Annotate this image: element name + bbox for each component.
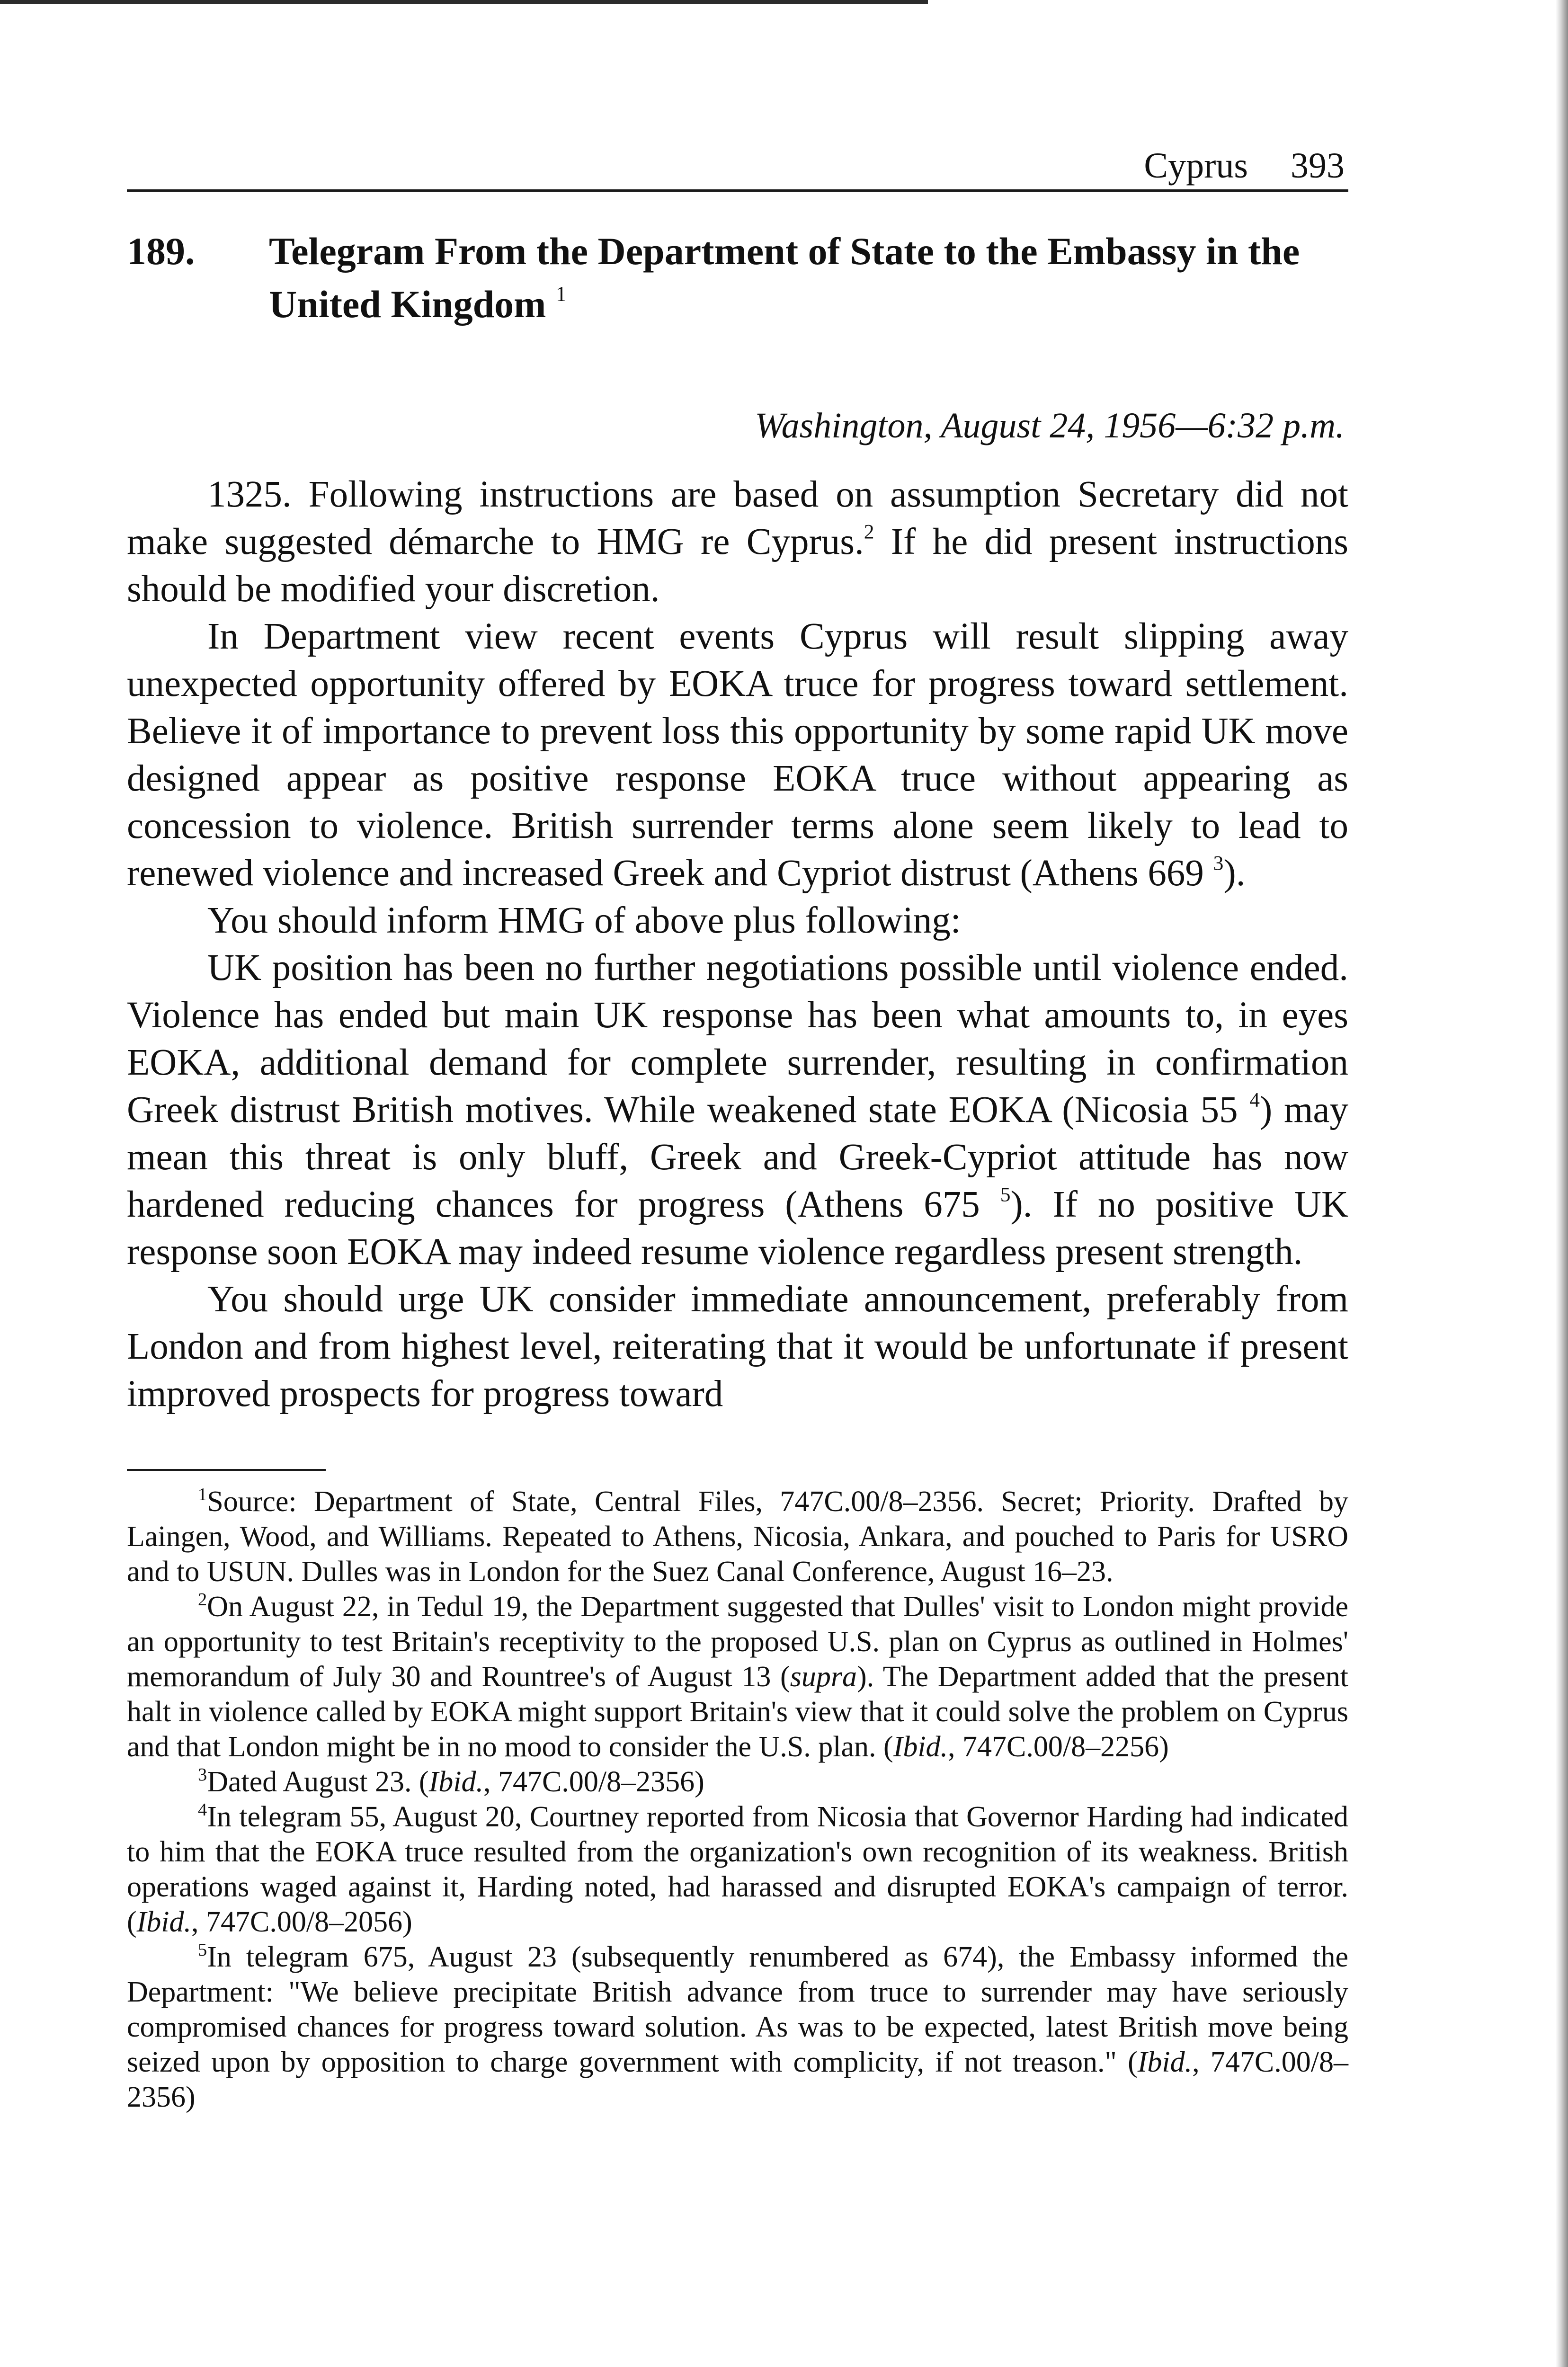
footnotes bbox=[127, 1484, 1348, 2115]
footnote-2-marker: 2 bbox=[198, 1589, 207, 1610]
footnote-ref-4[interactable]: 4 bbox=[1249, 1088, 1260, 1112]
footnote-5-italic: Ibid. bbox=[1137, 2046, 1193, 2078]
paragraph-3: You should inform HMG of above plus following: bbox=[207, 900, 961, 941]
footnote-4 bbox=[127, 1799, 1348, 1940]
dateline: Washington, August 24, 1956—6:32 p.m. bbox=[755, 406, 1345, 445]
scan-edge-top bbox=[0, 0, 928, 4]
paragraph-5: You should urge UK consider immediate announcement, preferably from London and from highest level, reiterating that it would be unfortunate if present improved prospects for progress toward bbox=[127, 1279, 1348, 1415]
telegram-body bbox=[127, 471, 1348, 1418]
paragraph-1 bbox=[127, 471, 1348, 613]
footnote-1-text: Source: Department of State, Central Files, 747C.00/8–2356. Secret; Priority. Drafted by Laingen, Wood, and Williams. Repeated to Athens, Nicosia, Ankara, and pouched to Paris for USRO and to USUN. Dulles was in London for the Suez Canal Conference, August 16–23. bbox=[127, 1486, 1348, 1588]
footnote-ref-2[interactable]: 2 bbox=[864, 520, 874, 543]
paragraph-1-text-b: If he did present instructions should be modified your discretion. bbox=[127, 521, 1348, 610]
footnote-2 bbox=[127, 1589, 1348, 1764]
running-head-title: Cyprus bbox=[1144, 146, 1248, 186]
footnote-3-text-a: Dated August 23. ( bbox=[207, 1766, 429, 1798]
paragraph-2-text-b: ). bbox=[1223, 853, 1246, 894]
footnote-5-text-a: In telegram 675, August 23 (subsequently renumbered as 674), the Embassy informed the Department: "We believe precipitate British advance from truce to surrender may have seriously compromised chances for progress toward solution. As was to be expected, latest British move being seized upon by opposition to charge government with complicity, if not treason." ( bbox=[127, 1941, 1348, 2078]
page bbox=[127, 142, 1348, 2115]
document-heading bbox=[127, 225, 1348, 331]
paragraph-4-text-a: UK position has been no further negotiations possible until violence ended. Violence has ended but main UK response has been what amounts to, in eyes EOKA, additional demand for complete surrender, resulting in confirmation Greek distrust British motives. While weakened state EOKA (Nicosia 55 bbox=[127, 947, 1348, 1130]
footnote-2-italic-2: Ibid. bbox=[893, 1731, 948, 1763]
footnote-ref-1[interactable]: 1 bbox=[556, 282, 567, 306]
document-title-text: Telegram From the Department of State to the Embassy in the United Kingdom bbox=[269, 230, 1300, 326]
footnote-4-italic: Ibid. bbox=[136, 1906, 192, 1938]
footnote-3-text-b: , 747C.00/8–2356) bbox=[483, 1766, 704, 1798]
running-head bbox=[127, 142, 1348, 192]
footnote-2-text-b: ). The Department added that the present halt in violence called by EOKA might support Britain's view that it could solve the problem on Cyprus and that London might be in no mood to consider the U.S. plan. ( bbox=[127, 1661, 1348, 1763]
paragraph-2-text-a: In Department view recent events Cyprus will result slipping away unexpected opportunity offered by EOKA truce for progress toward settlement. Believe it of importance to prevent loss this opportunity by some rapid UK move designed appear as positive response EOKA truce without appearing as concession to violence. British surrender terms alone seem likely to lead to renewed violence and increased Greek and Cypriot distrust (Athens 669 bbox=[127, 616, 1348, 894]
paragraph-2 bbox=[127, 613, 1348, 897]
footnote-3-italic: Ibid. bbox=[428, 1766, 483, 1798]
footnote-1-marker: 1 bbox=[198, 1484, 207, 1504]
footnote-5 bbox=[127, 1940, 1348, 2115]
footnote-3 bbox=[127, 1764, 1348, 1799]
document-number: 189. bbox=[127, 230, 195, 273]
paragraph-4 bbox=[127, 944, 1348, 1276]
footnote-5-marker: 5 bbox=[198, 1940, 207, 1960]
footnote-2-italic-1: supra bbox=[790, 1661, 857, 1693]
footnote-5-text-b: , 747C.00/8–2356) bbox=[127, 2046, 1348, 2113]
footnote-4-marker: 4 bbox=[198, 1799, 207, 1820]
footnote-2-text-c: , 747C.00/8–2256) bbox=[948, 1731, 1169, 1763]
paragraph-4-text-c: ). If no positive UK response soon EOKA may indeed resume violence regardless present strength. bbox=[127, 1184, 1349, 1272]
page-number: 393 bbox=[1291, 146, 1345, 186]
paragraph-4-text-b: ) may mean this threat is only bluff, Greek and Greek-Cypriot attitude has now hardened reducing chances for progress (Athens 675 bbox=[127, 1089, 1348, 1225]
footnote-1 bbox=[127, 1484, 1348, 1589]
footnote-4-text-b: , 747C.00/8–2056) bbox=[191, 1906, 412, 1938]
scan-edge-right bbox=[1556, 0, 1568, 2367]
document-title bbox=[269, 225, 1348, 331]
footnote-ref-5[interactable]: 5 bbox=[1000, 1183, 1011, 1206]
footnote-2-text-a: On August 22, in Tedul 19, the Department suggested that Dulles' visit to London might provide an opportunity to test Britain's receptivity to the proposed U.S. plan on Cyprus as outlined in Holmes' memorandum of July 30 and Rountree's of August 13 ( bbox=[127, 1591, 1348, 1693]
footnote-4-text-a: In telegram 55, August 20, Courtney reported from Nicosia that Governor Harding had indicated to him that the EOKA truce resulted from the organization's own recognition of its weakness. British operations waged against it, Harding noted, had harassed and disrupted EOKA's campaign of terror. ( bbox=[127, 1801, 1348, 1938]
footnote-3-marker: 3 bbox=[198, 1764, 207, 1785]
footnote-divider bbox=[127, 1469, 326, 1471]
paragraph-1-text-a: 1325. Following instructions are based on assumption Secretary did not make suggested démarche to HMG re Cyprus. bbox=[127, 474, 1348, 562]
footnote-ref-3[interactable]: 3 bbox=[1213, 852, 1224, 875]
